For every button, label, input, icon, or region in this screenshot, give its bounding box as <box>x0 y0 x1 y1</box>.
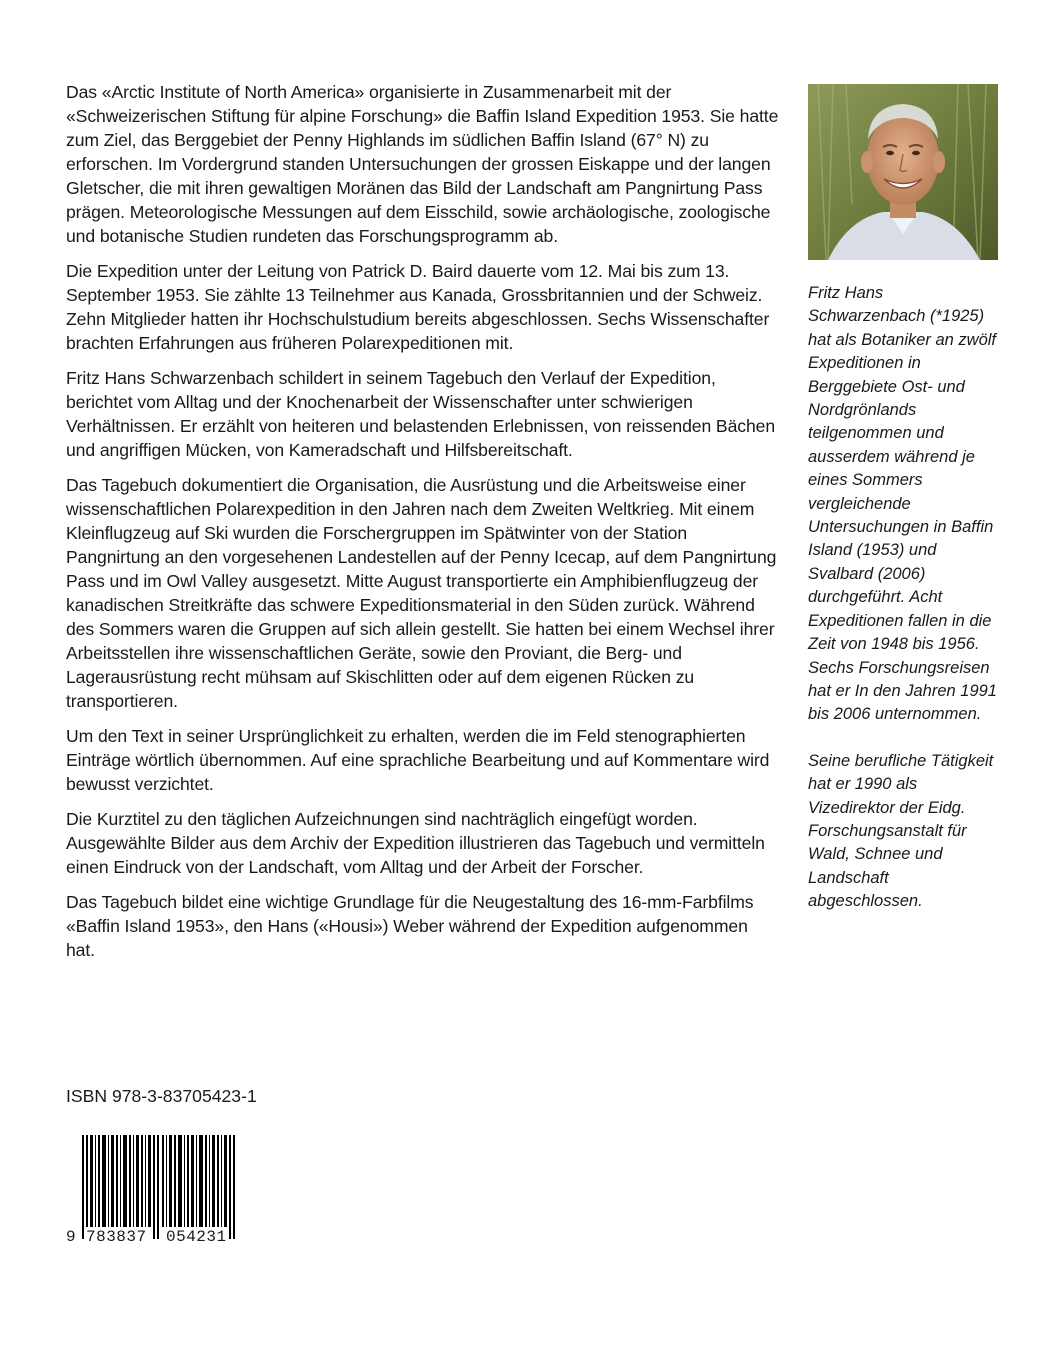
paragraph-original-text: Um den Text in seiner Ursprünglichkeit zu erhalten, werden die im Feld stenographierten Einträge wörtlich übernommen. Auf eine sprachliche Bearbeitung und auf Kommentare wird bewusst verzichtet. <box>66 726 770 794</box>
barcode-digit-group-right: 054231 <box>166 1228 227 1246</box>
bio-paragraph-expeditions: Fritz Hans Schwarzenbach (*1925) hat als Botaniker an zwölf Expeditionen in Berggebiete Ost- und Nordgrönlands teilgenommen und ausserdem während je eines Sommers vergleichende Untersuchungen in Baffin Island (1953) und Svalbard (2006) durchgeführt. Acht Expeditionen fallen in die Zeit von 1948 bis 1956. Sechs Forschungsreisen hat er In den Jahren 1991 bis 2006 unternommen. <box>808 284 997 724</box>
bio-paragraph-career: Seine berufliche Tätigkeit hat er 1990 als Vizedirektor der Eidg. Forschungsanstalt für Wald, Schnee und Landschaft abgeschlossen. <box>808 751 994 911</box>
barcode-digit-first: 9 <box>66 1228 76 1246</box>
paragraph-diary: Fritz Hans Schwarzenbach schildert in seinem Tagebuch den Verlauf der Expedition, berichtet vom Alltag und der Knochenarbeit der Wissenschafter unter schwierigen Verhältnissen. Er erzählt von heiteren und belastenden Erlebnissen, von reissenden Bächen und angriffigen Mücken, von Kameradschaft und Hilfsbereitschaft. <box>66 368 775 460</box>
barcode-digit-group-left: 783837 <box>86 1228 147 1246</box>
paragraph-organisation: Das Tagebuch dokumentiert die Organisation, die Ausrüstung und die Arbeitsweise einer wissenschaftlichen Polarexpedition in den Jahren nach dem Zweiten Weltkrieg. Mit einem Kleinflugzeug auf Ski wurden die Forschergruppen im Spätwinter von der Station Pangnirtung an den vorgesehenen Landestellen auf der Penny Icecap, auf dem Pangnirtung Pass und im Owl Valley ausgesetzt. Mitte August transportierte ein Amphibienflugzeug der kanadischen Streitkräfte das schwere Expeditionsmaterial in den Süden zurück. Während des Sommers waren die Gruppen auf sich allein gestellt. Sie hatten bei einem Wechsel ihrer Arbeitsstellen ihre wissenschaftlichen Geräte, sowie den Proviant, die Berg- und Lagerausrüstung recht mühsam auf Skischlitten oder auf dem eigenen Rücken zu transportieren. <box>66 475 777 711</box>
isbn-label: ISBN 978-3-83705423-1 <box>66 1086 257 1106</box>
description-text <box>66 80 781 973</box>
paragraph-intro: Das «Arctic Institute of North America» organisierte in Zusammenarbeit mit der «Schweizerischen Stiftung für alpine Forschung» die Baffin Island Expedition 1953. Sie hatte zum Ziel, das Berggebiet der Penny Highlands im südlichen Baffin Island (67° N) zu erforschen. Im Vordergrund standen Untersuchungen der grossen Eiskappe und der langen Gletscher, die mit ihren gewaltigen Moränen das Bild der Landschaft am Pangnirtung Pass prägen. Meteorologische Messungen auf dem Eisschild, sowie archäologische, zoologische und botanische Studien rundeten das Forschungsprogramm ab. <box>66 82 779 246</box>
paragraph-expedition: Die Expedition unter der Leitung von Patrick D. Baird dauerte vom 12. Mai bis zum 13. September 1953. Sie zählte 13 Teilnehmer aus Kanada, Grossbritannien und der Schweiz. Zehn Mitglieder hatten ihr Hochschulstudium bereits abgeschlossen. Sechs Wissenschafter brachten Erfahrungen aus früheren Polarexpeditionen mit. <box>66 261 770 353</box>
author-portrait <box>808 84 998 260</box>
paragraph-film: Das Tagebuch bildet eine wichtige Grundlage für die Neugestaltung des 16-mm-Farbfilms «Baffin Island 1953», den Hans («Housi») Weber während der Expedition aufgenommen hat. <box>66 892 754 960</box>
isbn-barcode <box>66 1135 251 1247</box>
barcode-digits <box>66 1227 251 1247</box>
paragraph-titles-images: Die Kurztitel zu den täglichen Aufzeichnungen sind nachträglich eingefügt worden. Ausgewählte Bilder aus dem Archiv der Expedition illustrieren das Tagebuch und vermitteln einen Eindruck von der Landschaft, vom Alltag und der Arbeit der Forscher. <box>66 809 765 877</box>
author-bio <box>808 282 1000 914</box>
author-sidebar <box>808 84 1000 937</box>
